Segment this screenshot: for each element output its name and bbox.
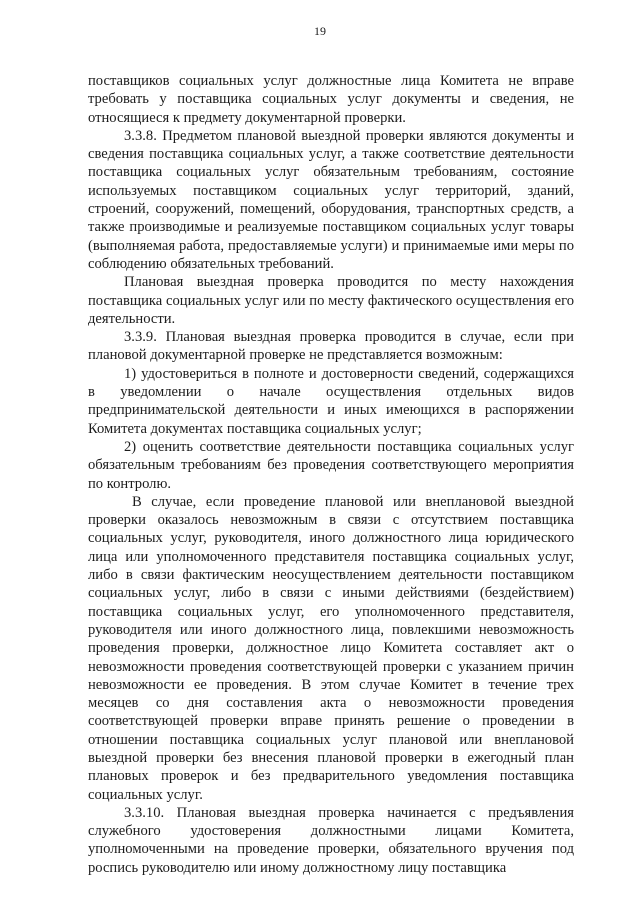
paragraph-impossibility-case: В случае, если проведение плановой или внеплановой выездной проверки оказалось невозможным в связи с отсутствием поставщика социальных услуг, руководителя, иного должностного лица юридического лица или уполномоченного представителя поставщика социальных услуг, либо в связи фактическим неосуществлением деятельности поставщиком социальных услуг, либо в связи с иными действиями (бездействием) поставщика социальных услуг, его уполномоченного представителя, руководителя или иного должностного лица, повлекшими невозможность проведения проверки, должностное лицо Комитета составляет акт о невозможности проведения соответствующей проверки с указанием причин невозможности ее проведения. В этом случае Комитет в течение трех месяцев со дня составления акта о невозможности проведения соответствующей проверки вправе принять решение о проведении в отношении поставщика социальных услуг плановой или внеплановой выездной проверки без внесения плановой проверки в ежегодный план плановых проверок и без предварительного уведомления поставщика социальных услуг. [88,493,574,803]
list-item-1: 1) удостовериться в полноте и достоверности сведений, содержащихся в уведомлении о начале осуществления отдельных видов предпринимательской деятельности и иных имеющихся в распоряжении Комитета документах поставщика социальных услуг; [88,365,574,437]
list-item-2: 2) оценить соответствие деятельности поставщика социальных услуг обязательным требованиям без проведения соответствующего мероприятия по контролю. [88,438,574,492]
paragraph-3-3-9: 3.3.9. Плановая выездная проверка проводится в случае, если при плановой документарной проверке не представляется возможным: [88,329,574,364]
paragraph-3-3-10: 3.3.10. Плановая выездная проверка начинается с предъявления служебного удостоверения должностными лицами Комитета, уполномоченными на проведение проверки, обязательного вручения под роспись руководителю или иному должностному лицу поставщика [88,804,574,876]
document-body [88,72,574,877]
paragraph-continuation: поставщиков социальных услуг должностные лица Комитета не вправе требовать у поставщика социальных услуг документы и сведения, не относящиеся к предмету документарной проверки. [88,73,574,126]
paragraph-3-3-8: 3.3.8. Предметом плановой выездной проверки являются документы и сведения поставщика социальных услуг, а также соответствие деятельности поставщика социальных услуг обязательным требованиям, состояние используемых поставщиком социальных услуг территорий, зданий, строений, сооружений, помещений, оборудования, транспортных средств, а также производимые и реализуемые поставщиком социальных услуг товары (выполняемая работа, предоставляемые услуги) и принимаемые ими меры по соблюдению обязательных требований. [88,127,574,272]
page-number: 19 [314,24,326,38]
paragraph-inspection-location: Плановая выездная проверка проводится по месту нахождения поставщика социальных услуг или по месту фактического осуществления его деятельности. [88,274,574,327]
